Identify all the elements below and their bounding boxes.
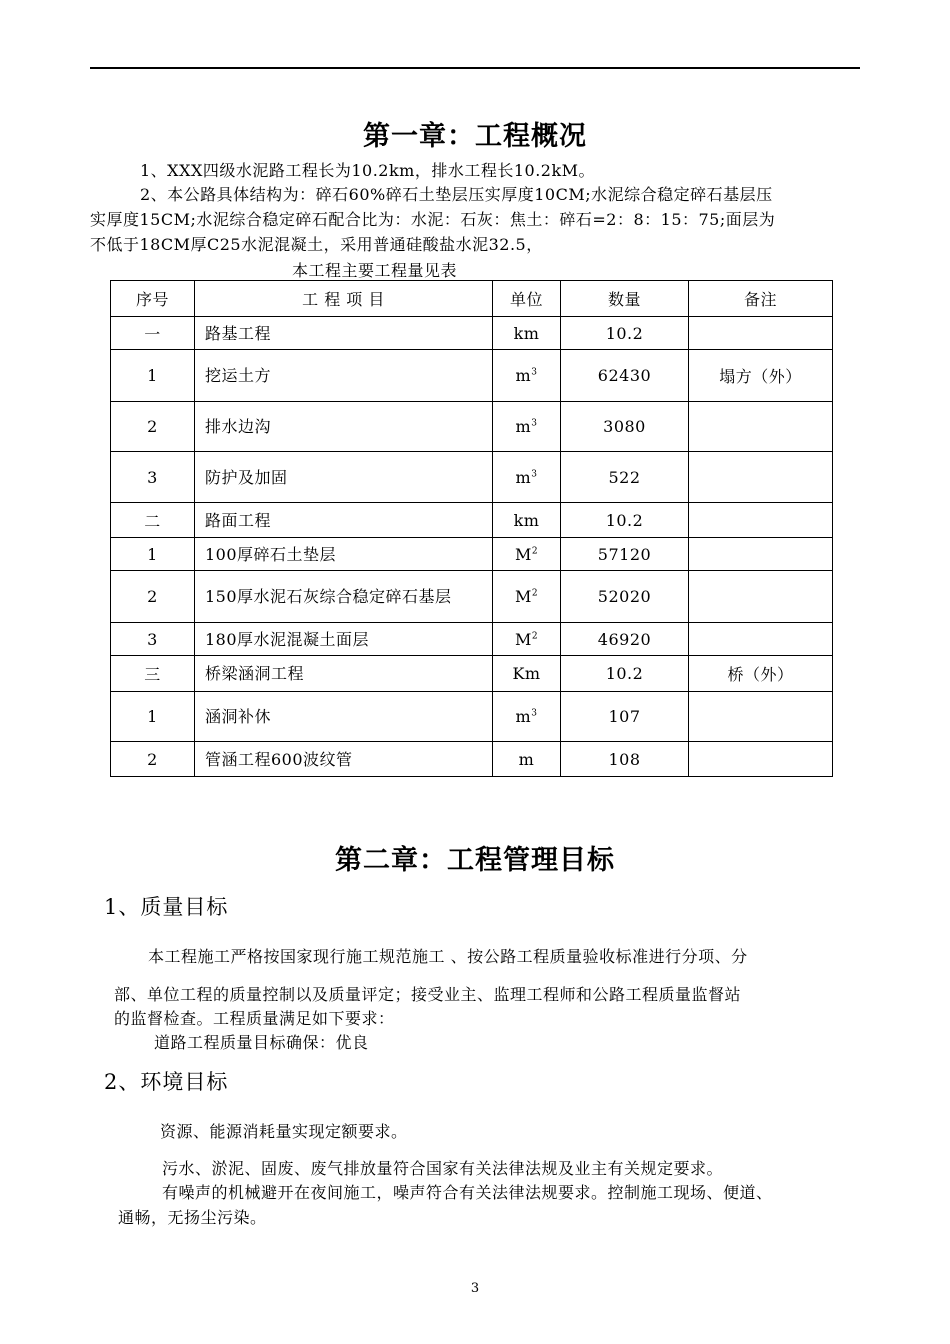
row-unit	[493, 571, 561, 623]
row-number: 二	[111, 503, 195, 538]
quality-para-1: 本工程施工严格按国家现行施工规范施工 、按公路工程质量验收标准进行分项、分	[148, 947, 748, 966]
quantity-table	[110, 280, 833, 777]
table-row	[111, 350, 833, 402]
unit-text: Km	[512, 664, 541, 683]
row-quantity: 52020	[561, 571, 689, 623]
unit-exponent: 2	[531, 546, 539, 557]
table-row	[111, 402, 833, 452]
row-number: 1	[111, 692, 195, 742]
table-row	[111, 452, 833, 503]
unit-text: km	[513, 323, 540, 343]
unit-text: M	[514, 587, 532, 606]
row-item: 180厚水泥混凝土面层	[195, 623, 493, 656]
environment-para-1: 资源、能源消耗量实现定额要求。	[160, 1122, 408, 1141]
row-note	[689, 452, 833, 503]
header-cell: 工 程 项 目	[195, 281, 493, 317]
chapter1-line3: 实厚度15CM;水泥综合稳定碎石配合比为：水泥：石灰：焦土：碎石=2：8：15：75;面层为	[90, 210, 776, 229]
header-cell: 序号	[111, 281, 195, 317]
row-quantity: 46920	[561, 623, 689, 656]
header-cell: 单位	[493, 281, 561, 317]
row-unit	[493, 656, 561, 692]
table-row	[111, 623, 833, 656]
row-quantity: 10.2	[561, 317, 689, 350]
row-number: 2	[111, 571, 195, 623]
unit-exponent: 2	[531, 588, 539, 599]
row-note	[689, 503, 833, 538]
chapter2-title: 第二章：工程管理目标	[335, 845, 615, 876]
row-item: 桥梁涵洞工程	[195, 656, 493, 692]
row-unit	[493, 503, 561, 538]
chapter1-line1: 1、XXX四级水泥路工程长为10.2km，排水工程长10.2kM。	[140, 161, 596, 180]
unit-exponent: 3	[531, 708, 538, 719]
row-item: 挖运土方	[195, 350, 493, 402]
row-quantity: 107	[561, 692, 689, 742]
row-note	[689, 538, 833, 571]
unit-text: m	[515, 366, 532, 385]
row-note	[689, 623, 833, 656]
row-number: 三	[111, 656, 195, 692]
unit-text: M	[514, 629, 532, 649]
row-unit	[493, 692, 561, 742]
quality-para-3: 的监督检查。工程质量满足如下要求：	[114, 1009, 395, 1028]
quality-para-4: 道路工程质量目标确保：优良	[154, 1033, 369, 1052]
header-cell: 数量	[561, 281, 689, 317]
environment-heading: 2、环境目标	[104, 1070, 229, 1094]
header-cell: 备注	[689, 281, 833, 317]
environment-para-3: 有噪声的机械避开在夜间施工，噪声符合有关法律法规要求。控制施工现场、便道、	[162, 1183, 773, 1202]
row-item: 路面工程	[195, 503, 493, 538]
unit-text: M	[514, 544, 532, 564]
unit-text: m	[515, 417, 532, 436]
row-note	[689, 402, 833, 452]
row-note: 桥（外）	[689, 656, 833, 692]
chapter1-line4: 不低于18CM厚C25水泥混凝土，采用普通硅酸盐水泥32.5，	[90, 235, 543, 254]
table-caption: 本工程主要工程量见表	[292, 261, 458, 280]
row-number: 1	[111, 538, 195, 571]
row-quantity: 3080	[561, 402, 689, 452]
table-row	[111, 692, 833, 742]
row-unit	[493, 317, 561, 350]
row-note	[689, 571, 833, 623]
table-row	[111, 503, 833, 538]
row-quantity: 108	[561, 742, 689, 777]
row-note: 塌方（外）	[689, 350, 833, 402]
row-item: 防护及加固	[195, 452, 493, 503]
row-item: 路基工程	[195, 317, 493, 350]
unit-text: km	[513, 510, 540, 530]
chapter1-title: 第一章：工程概况	[363, 121, 587, 152]
row-number: 1	[111, 350, 195, 402]
row-quantity: 62430	[561, 350, 689, 402]
quality-heading: 1、质量目标	[104, 895, 229, 919]
page-number: 3	[470, 1281, 480, 1296]
unit-exponent: 2	[531, 631, 539, 642]
unit-exponent: 3	[531, 469, 538, 480]
row-item: 管涵工程600波纹管	[195, 742, 493, 777]
table-row	[111, 538, 833, 571]
environment-para-4: 通畅，无扬尘污染。	[118, 1208, 267, 1227]
row-number: 3	[111, 452, 195, 503]
table-row	[111, 656, 833, 692]
table-header-row	[111, 281, 833, 317]
row-quantity: 10.2	[561, 503, 689, 538]
row-quantity: 57120	[561, 538, 689, 571]
unit-exponent: 3	[531, 367, 538, 378]
row-number: 一	[111, 317, 195, 350]
row-unit	[493, 538, 561, 571]
header-rule	[90, 67, 860, 69]
row-note	[689, 742, 833, 777]
environment-para-2: 污水、淤泥、固废、废气排放量符合国家有关法律法规及业主有关规定要求。	[162, 1159, 724, 1178]
row-unit	[493, 452, 561, 503]
row-item: 涵洞补休	[195, 692, 493, 742]
quality-para-2: 部、单位工程的质量控制以及质量评定；接受业主、监理工程师和公路工程质量监督站	[114, 985, 742, 1004]
row-item: 排水边沟	[195, 402, 493, 452]
row-quantity: 522	[561, 452, 689, 503]
table-row	[111, 571, 833, 623]
row-number: 2	[111, 742, 195, 777]
row-note	[689, 317, 833, 350]
row-number: 2	[111, 402, 195, 452]
row-unit	[493, 350, 561, 402]
row-number: 3	[111, 623, 195, 656]
row-item: 150厚水泥石灰综合稳定碎石基层	[195, 571, 493, 623]
row-unit	[493, 402, 561, 452]
chapter1-line2: 2、本公路具体结构为：碎石60%碎石土垫层压实厚度10CM;水泥综合稳定碎石基层压	[140, 185, 773, 204]
unit-exponent: 3	[531, 418, 538, 429]
unit-text: m	[515, 707, 532, 726]
row-note	[689, 692, 833, 742]
unit-text: m	[518, 749, 535, 769]
table-row	[111, 742, 833, 777]
row-unit	[493, 623, 561, 656]
table-row	[111, 317, 833, 350]
row-unit	[493, 742, 561, 777]
row-quantity: 10.2	[561, 656, 689, 692]
row-item: 100厚碎石土垫层	[195, 538, 493, 571]
unit-text: m	[515, 467, 532, 487]
